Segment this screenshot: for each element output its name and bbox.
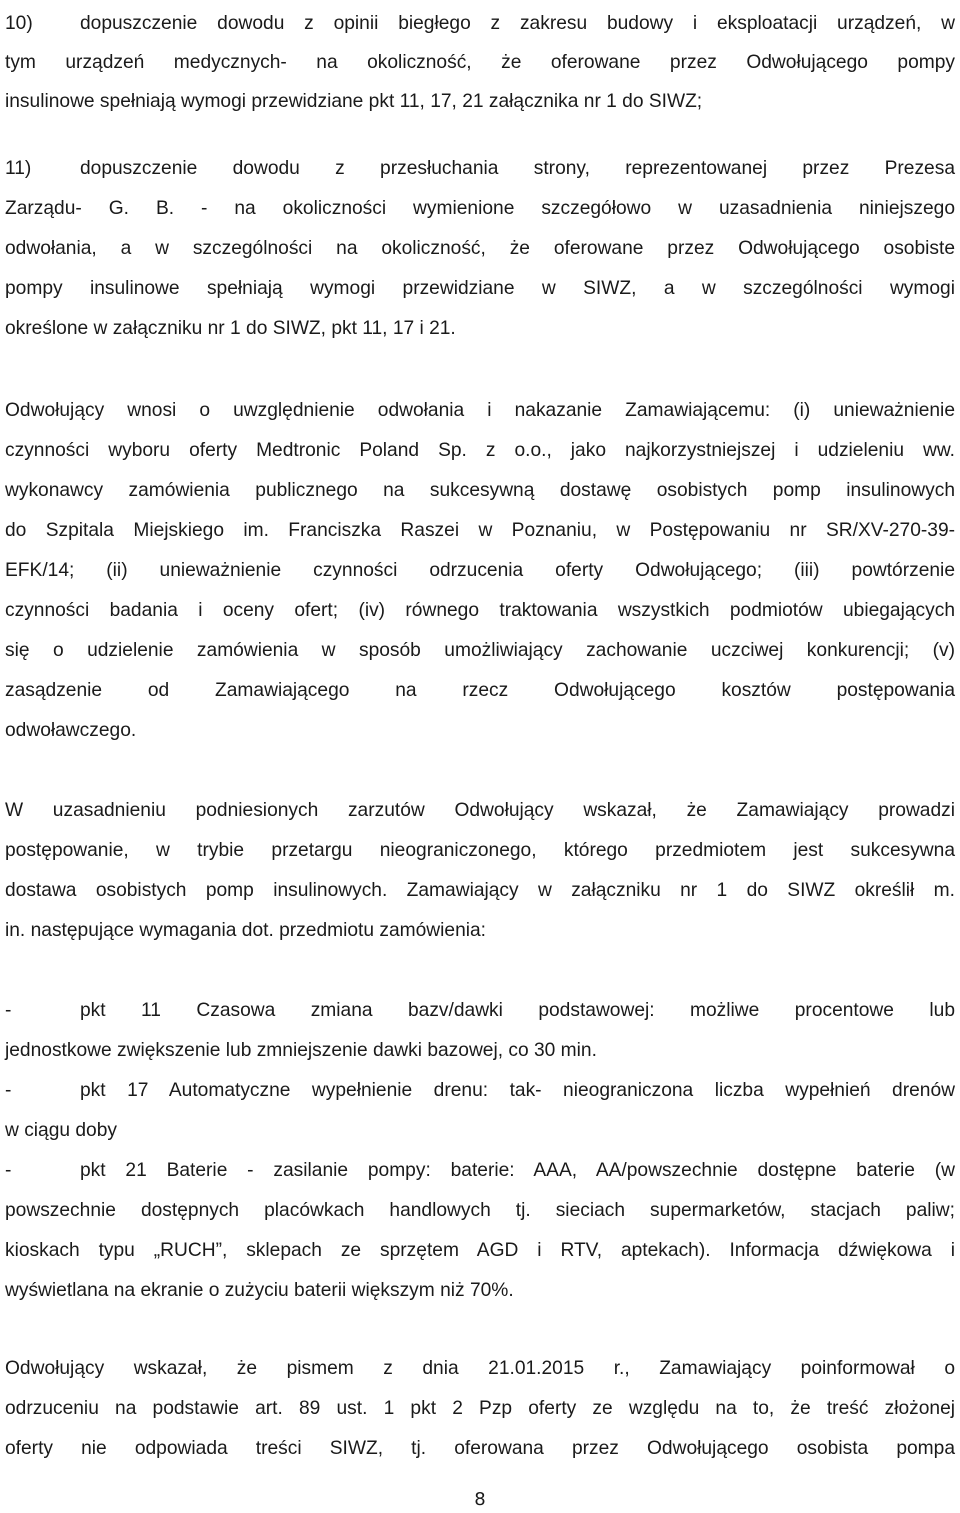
list-marker: 11): [5, 158, 32, 179]
text-line: kioskach typu „RUCH”, sklepach ze sprzętem AGD i RTV, aptekach). Informacja dźwiękowa i: [5, 1240, 955, 1261]
text-line: tym urządzeń medycznych- na okoliczność, że oferowane przez Odwołującego pompy: [5, 52, 955, 73]
text-line: [5, 1077, 955, 1105]
text-line: określone w załączniku nr 1 do SIWZ, pkt 11, 17 i 21.: [5, 318, 456, 339]
list-marker: -: [5, 1160, 12, 1181]
list-marker: -: [5, 1080, 12, 1101]
text-line: dostawa osobistych pomp insulinowych. Zamawiający w załączniku nr 1 do SIWZ określił m.: [5, 880, 955, 901]
list-item-text: pkt 21 Baterie - zasilanie pompy: baterie: AAA, AA/powszechnie dostępne baterie (w: [80, 1160, 955, 1181]
list-marker: -: [5, 1000, 12, 1021]
list-item-text: dopuszczenie dowodu z przesłuchania strony, reprezentowanej przez Prezesa: [80, 158, 955, 179]
list-item-text: pkt 11 Czasowa zmiana bazv/dawki podstawowej: możliwe procentowe lub: [80, 1000, 955, 1021]
text-line: jednostkowe zwiększenie lub zmniejszenie dawki bazowej, co 30 min.: [5, 1040, 597, 1061]
list-item-text: dopuszczenie dowodu z opinii biegłego z zakresu budowy i eksploatacji urządzeń, w: [80, 13, 955, 34]
text-line: wyświetlana na ekranie o zużyciu baterii większym niż 70%.: [5, 1280, 514, 1301]
text-line: insulinowe spełniają wymogi przewidziane pkt 11, 17, 21 załącznika nr 1 do SIWZ;: [5, 91, 703, 112]
text-line: Odwołujący wnosi o uwzględnienie odwołania i nakazanie Zamawiającemu: (i) unieważnienie: [5, 400, 955, 421]
text-line: czynności badania i oceny ofert; (iv) równego traktowania wszystkich podmiotów ubiegających: [5, 600, 955, 621]
list-marker: 10): [5, 13, 33, 34]
text-line: czynności wyboru oferty Medtronic Poland Sp. z o.o., jako najkorzystniejszej i udzieleniu ww.: [5, 440, 955, 461]
text-line: oferty nie odpowiada treści SIWZ, tj. oferowana przez Odwołującego osobista pompa: [5, 1438, 955, 1459]
text-line: odrzuceniu na podstawie art. 89 ust. 1 pkt 2 Pzp oferty ze względu na to, że treść złożonej: [5, 1398, 955, 1419]
text-line: W uzasadnieniu podniesionych zarzutów Odwołujący wskazał, że Zamawiający prowadzi: [5, 800, 955, 821]
text-line: powszechnie dostępnych placówkach handlowych tj. sieciach supermarketów, stacjach paliw;: [5, 1200, 955, 1221]
text-line: in. następujące wymagania dot. przedmiotu zamówienia:: [5, 920, 487, 941]
page-number: 8: [474, 1489, 486, 1510]
text-line: się o udzielenie zamówienia w sposób umożliwiający zachowanie uczciwej konkurencji; (v): [5, 640, 955, 661]
text-line: zasądzenie od Zamawiającego na rzecz Odwołującego kosztów postępowania: [5, 680, 955, 701]
text-line: Odwołujący wskazał, że pismem z dnia 21.01.2015 r., Zamawiający poinformował o: [5, 1358, 955, 1379]
text-line: [5, 155, 955, 183]
text-line: [5, 1157, 955, 1185]
list-item-text: pkt 17 Automatyczne wypełnienie drenu: tak- nieograniczona liczba wypełnień drenów: [80, 1080, 955, 1101]
text-line: odwołania, a w szczególności na okoliczność, że oferowane przez Odwołującego osobiste: [5, 238, 955, 259]
text-line: odwoławczego.: [5, 720, 137, 741]
text-line: Zarządu- G. B. - na okoliczności wymienione szczegółowo w uzasadnienia niniejszego: [5, 198, 955, 219]
text-line: w ciągu doby: [5, 1120, 117, 1141]
text-line: do Szpitala Miejskiego im. Franciszka Raszei w Poznaniu, w Postępowaniu nr SR/XV-270-39-: [5, 520, 955, 541]
text-line: postępowanie, w trybie przetargu nieograniczonego, którego przedmiotem jest sukcesywna: [5, 840, 955, 861]
text-line: [5, 10, 955, 38]
text-line: pompy insulinowe spełniają wymogi przewidziane w SIWZ, a w szczególności wymogi: [5, 278, 955, 299]
text-line: EFK/14; (ii) unieważnienie czynności odrzucenia oferty Odwołującego; (iii) powtórzenie: [5, 560, 955, 581]
text-line: [5, 997, 955, 1025]
text-line: wykonawcy zamówienia publicznego na sukcesywną dostawę osobistych pomp insulinowych: [5, 480, 955, 501]
